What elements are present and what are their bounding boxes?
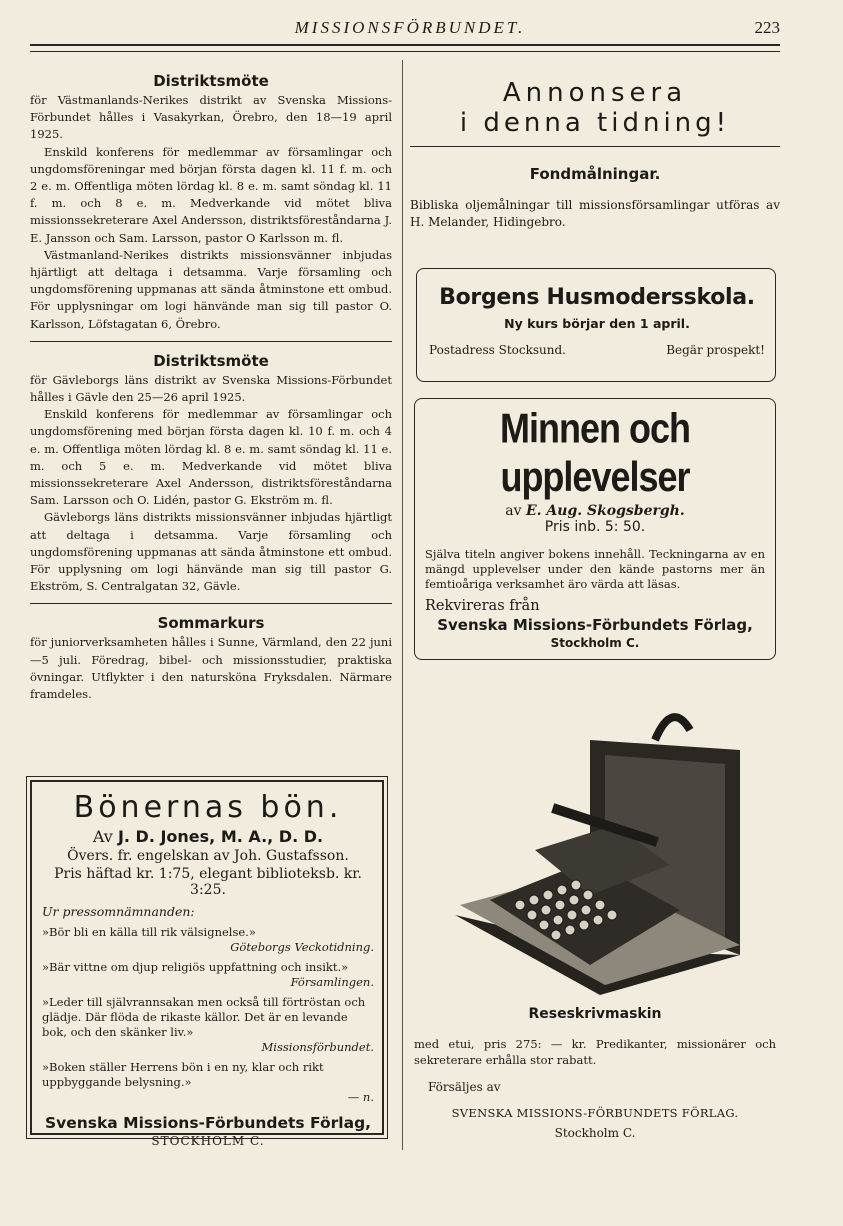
advertise-subheading: i denna tidning! — [459, 108, 731, 138]
publisher-city: Stockholm C. — [554, 1126, 636, 1140]
publisher-name: SVENSKA MISSIONS-FÖRBUNDETS FÖRLAG. — [451, 1106, 739, 1120]
typewriter-title: Reseskrivmaskin — [528, 1006, 662, 1022]
quote-source: Göteborgs Veckotidning. — [230, 940, 374, 954]
postal-address: Postadress Stocksund. — [429, 343, 566, 357]
fond-title: Fondmålningar. — [529, 165, 661, 183]
advertise-heading: Annonsera — [502, 78, 688, 108]
ad-title: Borgens Husmodersskola. — [439, 285, 755, 310]
order-line: Rekvireras från — [425, 598, 540, 614]
ad-title: Minnen och upplevelser — [500, 404, 690, 501]
page-number: 223 — [754, 18, 780, 37]
quote-source: Församlingen. — [290, 975, 374, 989]
price-line: Pris häftad kr. 1:75, elegant biblioteksb. kr. 3:25. — [54, 866, 362, 898]
ad-author-line — [42, 827, 374, 846]
course-start: Ny kurs börjar den 1 april. — [504, 316, 690, 331]
publisher-name: Svenska Missions-Förbundets Förlag, — [437, 616, 753, 634]
section-rule — [30, 603, 392, 604]
notice-body: Enskild konferens för medlemmar av församlingar och ungdomsförening med början första dagen kl. 10 f. m. och 4 e. m. Offentliga möten lördag kl. 8 e. m. samt söndag kl. 11 e. m. och 5 e. m. Medverkande vid mötet bliva missionssekreterare Axel Andersson, distriktsföreståndarna Sam. Larsson och O. Lidén, pastor G. Ekström m. fl. — [30, 407, 392, 508]
notice-gavle — [30, 352, 392, 596]
notice-body: Enskild konferens för medlemmar av församlingar och ungdomsföreningar med början första dagen kl. 11 f. m. och 2 e. m. Offentliga möten lördag kl. 8 e. m. samt söndag kl. 11 f. m. och 8 e. m. Medverkande vid mötet bliva missionssekreterare Axel Andersson, distriktsföreståndarna J. E. Jansson och Sam. Larsson, pastor O Karlsson m. fl. — [30, 144, 392, 245]
by-label: Av — [92, 827, 113, 846]
notice-intro: för Gävleborgs läns distrikt av Svenska Missions-Förbundet hålles i Gävle den 25—26 april 1925. — [30, 372, 392, 405]
right-column — [410, 72, 780, 231]
book-description: Själva titeln angiver bokens innehåll. Teckningarna av en mängd upplevelser under den kände pastorns mer än femtioåriga verksamhet äro värda att läsas. — [425, 547, 765, 591]
press-label: Ur pressomnämnanden: — [42, 904, 195, 919]
quote-source: Missionsförbundet. — [261, 1040, 374, 1054]
sale-line: Försäljes av — [428, 1080, 501, 1094]
author-name: E. Aug. Skogsbergh. — [525, 503, 685, 519]
section-rule — [410, 146, 780, 147]
fond-text: Bibliska oljemålningar till missionsförsamlingar utföras av H. Melander, Hidingebro. — [410, 198, 780, 230]
ad-bonernas-bon — [30, 780, 384, 1148]
press-quote: »Bär vittne om djup religiös uppfattning och insikt.» — [42, 960, 349, 974]
notice-title: Sommarkurs — [157, 614, 265, 633]
author-name: J. D. Jones, M. A., D. D. — [117, 827, 324, 846]
ad-footer — [429, 343, 765, 357]
ad-minnen-och-upplevelser — [414, 398, 776, 660]
notice-summer-course — [30, 614, 392, 703]
price-line: Pris inb. 5: 50. — [544, 519, 646, 535]
notice-title: Distriktsmöte — [153, 351, 269, 370]
running-title: MISSIONSFÖRBUNDET. — [294, 18, 526, 37]
press-quote: »Leder till självrannsakan men också till förtröstan och glädje. Där flöda de rikaste källor. Det är en levande bok, och den skänker liv.» — [42, 995, 366, 1039]
ad-title: Bönernas bön. — [73, 790, 343, 825]
notice-invite: Västmanland-Nerikes distrikts missionsvänner inbjudas hjärtligt att deltaga i detsamma. Varje församling och ungdomsförening uppmanas att sända åtminstone ett ombud. För upplysningar om logi hänvände man sig till pastor O. Karlsson, Löfstagatan 6, Örebro. — [30, 247, 392, 331]
quote-source: — n. — [347, 1090, 374, 1104]
left-column — [30, 72, 392, 703]
notice-body: för juniorverksamheten hålles i Sunne, Värmland, den 22 juni—5 juli. Föredrag, bibel- och missionsstudier, praktiska övningar. Utflykter i den natursköna Fryksdalen. Närmare framdeles. — [30, 635, 392, 702]
section-rule — [30, 341, 392, 342]
press-quote: »Bör bli en källa till rik välsignelse.» — [42, 925, 256, 939]
by-label: av — [505, 503, 522, 519]
column-divider — [402, 60, 403, 1150]
notice-orebro — [30, 72, 392, 333]
notice-intro: för Västmanlands-Nerikes distrikt av Svenska Missions-Förbundet hålles i Vasakyrkan, Örebro, den 18—19 april 1925. — [30, 93, 392, 142]
author-line — [425, 503, 765, 519]
header-rule — [30, 44, 780, 52]
ad-borgens-husmodersskola — [416, 268, 776, 382]
publisher-city: STOCKHOLM C. — [151, 1134, 265, 1148]
typewriter-description: med etui, pris 275: — kr. Predikanter, missionärer och sekreterare erhålla stor rabatt. — [414, 1037, 776, 1067]
publisher-city: Stockholm C. — [550, 636, 640, 650]
press-quote: »Boken ställer Herrens bön i en ny, klar och rikt uppbyggande belysning.» — [42, 1060, 324, 1089]
notice-invite: Gävleborgs läns distrikts missionsvänner inbjudas hjärtligt att deltaga i detsamma. Varje församling och ungdomsförening uppmanas att sända åtminstone ett ombud. För upplysning om logi hänvände man sig till pastor G. Ekström, S. Centralgatan 32, Gävle. — [30, 510, 392, 594]
prospect-request: Begär prospekt! — [666, 343, 765, 357]
publisher-name: Svenska Missions-Förbundets Förlag, — [44, 1114, 372, 1132]
notice-title: Distriktsmöte — [153, 72, 269, 90]
translator-line: Övers. fr. engelskan av Joh. Gustafsson. — [67, 848, 349, 864]
case-handle — [655, 717, 690, 740]
typewriter-illustration — [440, 700, 760, 1000]
